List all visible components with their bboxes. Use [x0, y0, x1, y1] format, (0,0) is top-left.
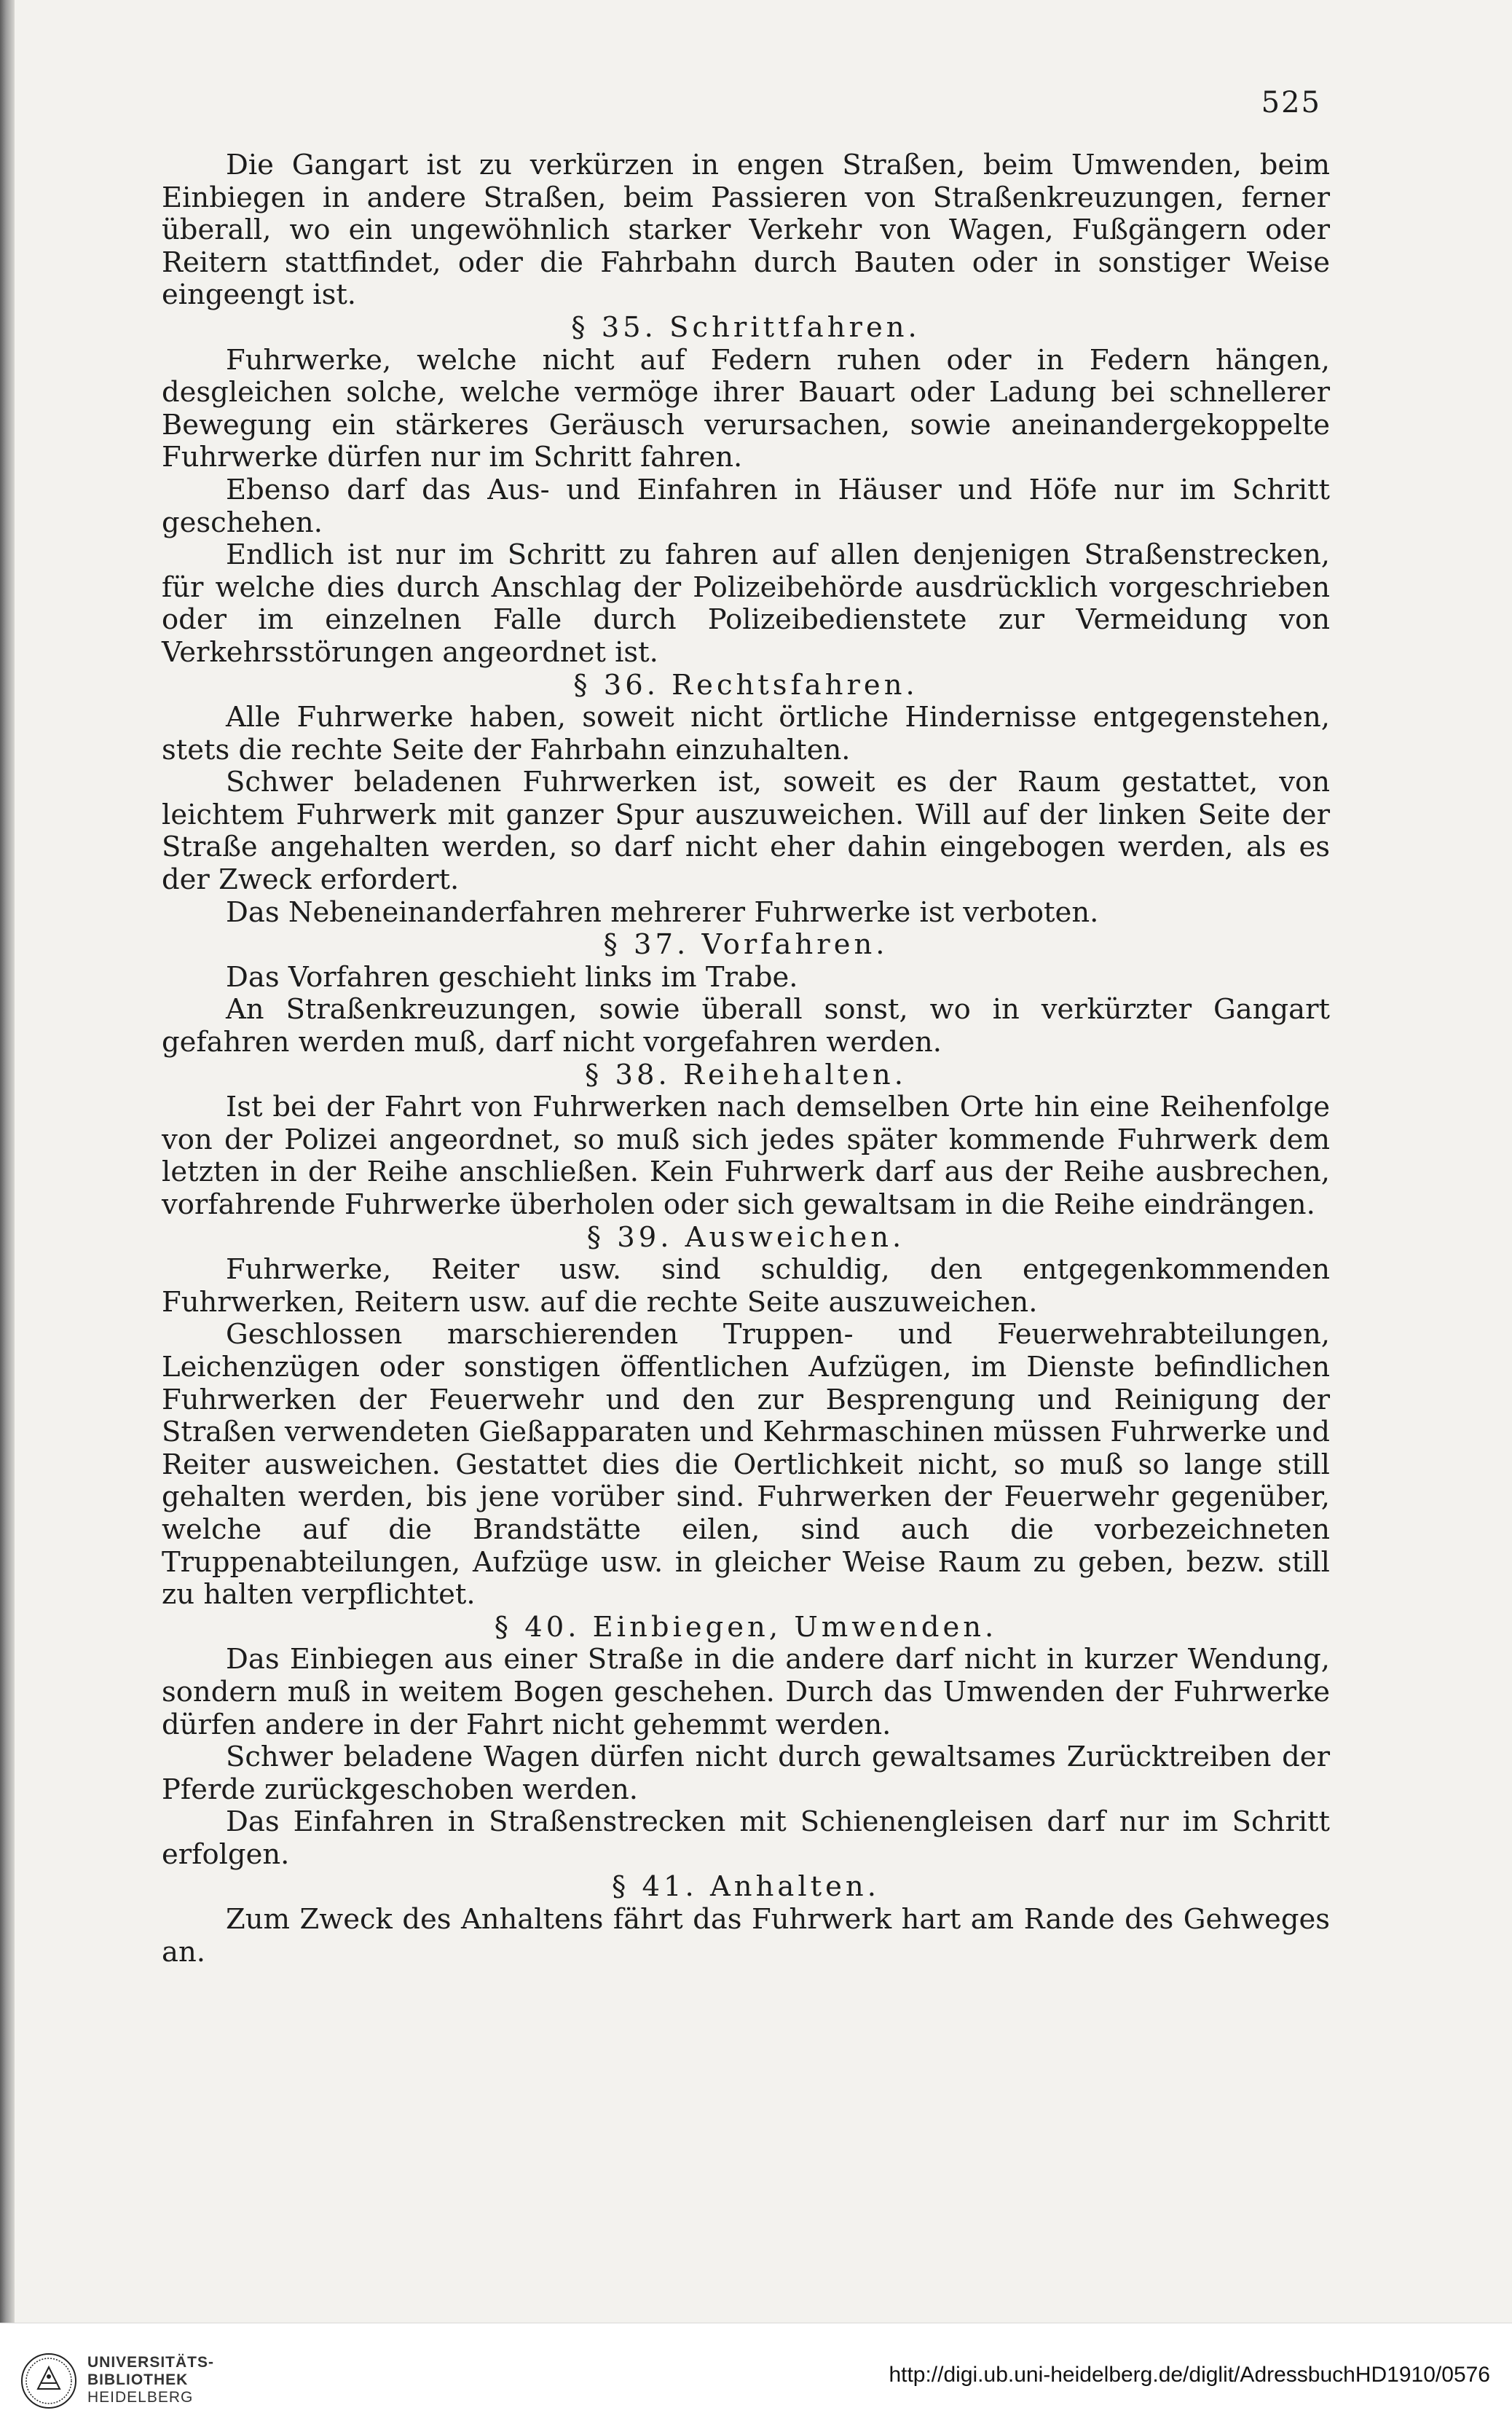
section-heading: § 40. Einbiegen, Umwenden.: [494, 1610, 998, 1644]
source-url-link[interactable]: http://digi.ub.uni-heidelberg.de/diglit/AdressbuchHD1910/0576: [889, 2363, 1490, 2387]
section-heading: § 37. Vorfahren.: [603, 928, 889, 962]
footer-bar: [0, 2323, 1512, 2429]
institution-line: UNIVERSITÄTS-: [87, 2354, 215, 2371]
section-heading: § 39. Ausweichen.: [586, 1220, 905, 1254]
section-heading: § 35. Schrittfahren.: [571, 310, 921, 344]
institution-line: BIBLIOTHEK: [87, 2371, 189, 2388]
paragraph: Ebenso darf das Aus- und Einfahren in Häuser und Höfe nur im Schritt geschehen.: [162, 473, 1330, 539]
section-heading: § 38. Reihehalten.: [585, 1058, 907, 1091]
paragraph: Das Nebeneinanderfahren mehrerer Fuhrwerke ist verboten.: [226, 895, 1099, 929]
scanned-page-edge: [0, 0, 15, 2428]
paragraph: Endlich ist nur im Schritt zu fahren auf allen denjenigen Straßenstrecken, für welche dies durch Anschlag der Polizeibehörde ausdrücklich vorgeschrieben oder im einzelnen Falle durch Polizeibedienstete zur Vermeidung von Verkehrsstörungen angeordnet ist.: [162, 538, 1330, 669]
paragraph: Ist bei der Fahrt von Fuhrwerken nach demselben Orte hin eine Reihenfolge von der Polizei angeordnet, so muß sich jedes später kommende Fuhrwerk dem letzten in der Reihe anschließen. Kein Fuhrwerk darf aus der Reihe ausbrechen, vorfahrende Fuhrwerke überholen oder sich gewaltsam in die Reihe eindrängen.: [162, 1091, 1330, 1221]
paragraph: Fuhrwerke, welche nicht auf Federn ruhen oder in Federn hängen, desgleichen solche, welche vermöge ihrer Bauart oder Ladung bei schnellerer Bewegung ein stärkeres Geräusch verursachen, sowie aneinandergekoppelte Fuhrwerke dürfen nur im Schritt fahren.: [162, 343, 1330, 474]
paragraph: Das Einbiegen aus einer Straße in die andere darf nicht in kurzer Wendung, sondern muß in weitem Bogen geschehen. Durch das Umwenden der Fuhrwerke dürfen andere in der Fahrt nicht gehemmt werden.: [162, 1643, 1330, 1741]
page-number: 525: [1261, 86, 1321, 119]
paragraph: Die Gangart ist zu verkürzen in engen Straßen, beim Umwenden, beim Einbiegen in andere Straßen, beim Passieren von Straßenkreuzungen, ferner überall, wo ein ungewöhnlich starker Verkehr von Wagen, Fußgängern oder Reitern stattfindet, oder die Fahrbahn durch Bauten oder in sonstiger Weise eingeengt ist.: [162, 149, 1330, 312]
paragraph: Das Vorfahren geschieht links im Trabe.: [226, 960, 798, 994]
paragraph: Schwer beladene Wagen dürfen nicht durch gewaltsames Zurücktreiben der Pferde zurückgeschoben werden.: [162, 1741, 1330, 1806]
paragraph: Fuhrwerke, Reiter usw. sind schuldig, den entgegenkommenden Fuhrwerken, Reitern usw. auf die rechte Seite auszuweichen.: [162, 1253, 1330, 1319]
paragraph: An Straßenkreuzungen, sowie überall sonst, wo in verkürzter Gangart gefahren werden muß, darf nicht vorgefahren werden.: [162, 993, 1330, 1059]
paragraph: Geschlossen marschierenden Truppen- und Feuerwehrabteilungen, Leichenzügen oder sonstigen öffentlichen Aufzügen, im Dienste befindlichen Fuhrwerken der Feuerwehr und den zur Besprengung und Reinigung der Straßen verwendeten Gießapparaten und Kehrmaschinen müssen Fuhrwerke und Reiter ausweichen. Gestattet dies die Oertlichkeit nicht, so muß so lange still gehalten werden, bis jene vorüber sind. Fuhrwerken der Feuerwehr gegenüber, welche auf die Brandstätte eilen, sind auch die vorbezeichneten Truppenabteilungen, Aufzüge usw. in gleicher Weise Raum zu geben, bezw. still zu halten verpflichtet.: [162, 1318, 1330, 1612]
section-heading: § 41. Anhalten.: [612, 1870, 880, 1904]
section-heading: § 36. Rechtsfahren.: [573, 668, 918, 702]
university-seal-icon: [20, 2353, 77, 2409]
paragraph: Alle Fuhrwerke haben, soweit nicht örtliche Hindernisse entgegenstehen, stets die rechte Seite der Fahrbahn einzuhalten.: [162, 701, 1330, 766]
document-body: [162, 149, 1330, 1969]
paragraph: Das Einfahren in Straßenstrecken mit Schienengleisen darf nur im Schritt erfolgen.: [162, 1805, 1330, 1871]
paragraph: Schwer beladenen Fuhrwerken ist, soweit es der Raum gestattet, von leichtem Fuhrwerk mit ganzer Spur auszuweichen. Will auf der linken Seite der Straße angehalten werden, so darf nicht eher dahin eingebogen werden, als es der Zweck erfordert.: [162, 766, 1330, 897]
paragraph: Zum Zweck des Anhaltens fährt das Fuhrwerk hart am Rande des Gehweges an.: [162, 1903, 1330, 1969]
institution-name: [87, 2354, 214, 2406]
institution-line: HEIDELBERG: [87, 2389, 194, 2406]
